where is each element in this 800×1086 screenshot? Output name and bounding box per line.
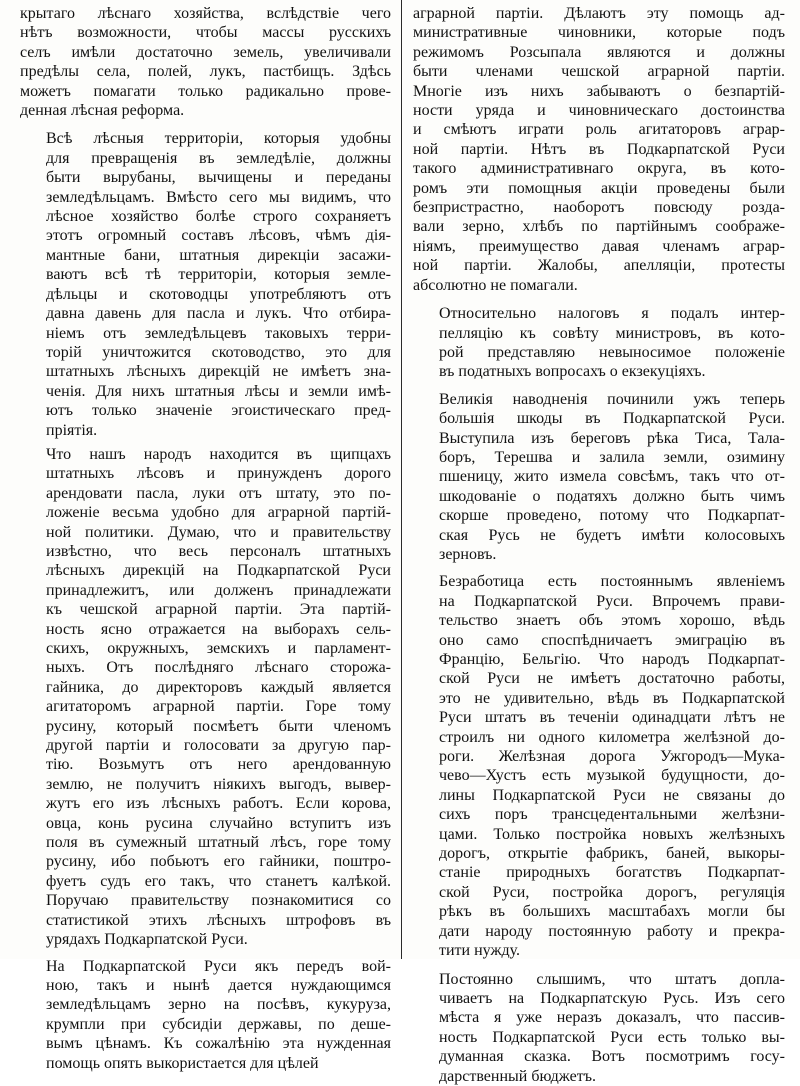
text-line: къ чешской аграрной партіи. Эта партій-: [46, 601, 391, 619]
text-line: Поручаю правительству познакомитися со: [46, 892, 391, 910]
text-line: ности уряда и чиновническаго достоинства: [413, 102, 785, 120]
text-line: думанная сказка. Вотъ посмотримъ госу-: [439, 1048, 785, 1066]
text-line: большія шкоды въ Подкарпатской Руси.: [439, 410, 785, 428]
text-line: Руси штатъ въ теченіи одинадцати лѣтъ не: [439, 709, 785, 727]
text-line: статистикой этихъ лѣсныхъ штрофовъ въ: [46, 911, 391, 929]
text-line: русину, который посмѣетъ быти членомъ: [46, 717, 391, 735]
text-line: Выступила изъ береговъ рѣка Тиса, Тала-: [439, 429, 785, 447]
text-line: боръ, Терешва и залила земли, озимину: [439, 448, 785, 466]
text-line: крытаго лѣснаго хозяйства, вслѣдствіе чего: [20, 5, 391, 22]
text-line: вымъ цѣнамъ. Къ сожалѣнію эта нужденная: [46, 1035, 391, 1053]
text-line: Что нашъ народъ находится въ щипцахъ: [46, 445, 391, 463]
text-line: предѣлы села, полей, лукъ, пастбищъ. Здѣсь: [20, 63, 391, 81]
text-line: принадлежитъ, или долженъ принадлежати: [46, 581, 391, 599]
text-line: жутъ его изъ лѣсныхъ работъ. Если корова,: [46, 795, 391, 813]
text-line: дарственный бюджетъ.: [439, 1067, 596, 1085]
text-line: можетъ помагати только радикально прове-: [20, 82, 391, 100]
text-line: это не удивительно, вѣдь въ Подкарпатской: [439, 689, 785, 707]
text-line: быти членами чешской аграрной партіи.: [413, 63, 785, 81]
text-line: скихъ, окружныхъ, земскихъ и парламент-: [46, 640, 391, 657]
text-line: Относительно налоговъ я подалъ интер-: [439, 305, 785, 323]
text-line: помощь опять выкористается для цѣлей: [46, 1054, 319, 1072]
text-line: пшеницу, жито измела совсѣмъ, такъ что от-: [439, 468, 785, 486]
text-line: сихъ поръ трансцедентальными желѣзни-: [439, 806, 785, 824]
left-column: [20, 4, 391, 1073]
text-line: тельство знаетъ объ этомъ хорошо, вѣдь: [439, 612, 785, 630]
text-line: ромъ эти помощныя акціи проведены были: [413, 179, 785, 197]
right-column: [413, 4, 785, 1086]
text-line: ской Руси не имѣетъ достаточно работы,: [439, 670, 785, 688]
text-line: фуетъ судъ его такъ, что станетъ калѣкой.: [46, 872, 391, 890]
paragraph: [413, 970, 785, 1086]
text-line: ной партіи. Жалобы, апелляціи, протесты: [413, 257, 785, 275]
text-line: на Подкарпатской Руси. Впрочемъ прави-: [439, 592, 785, 610]
text-line: зерновъ.: [439, 545, 497, 563]
text-line: для превращенія въ земледѣліе, должны: [46, 149, 391, 167]
text-line: русину, ибо побьютъ его гайники, поштро-: [46, 853, 391, 871]
text-line: и смѣютъ играти роль агитаторовъ аграр-: [413, 121, 785, 139]
text-line: ной политики. Думаю, что и правительству: [46, 523, 391, 541]
text-line: землю, не получитъ ніякихъ выгодъ, вывер-: [46, 775, 391, 793]
text-line: лины Подкарпатской Руси не связаны до: [439, 786, 785, 804]
text-line: мѣста я уже неразъ доказалъ, что пассив-: [439, 1009, 785, 1027]
text-line: ченія. Для нихъ штатныя лѣсы и земли имѣ-: [46, 382, 391, 400]
text-line: нѣтъ возможности, чтобы массы русскихъ: [20, 24, 391, 42]
text-line: безпристрастно, наоборотъ повсюду розда-: [413, 199, 785, 217]
text-line: Великія наводненія починили ужъ теперь: [439, 390, 785, 408]
text-line: арендовати пасла, луки отъ штату, это по-: [46, 484, 391, 502]
text-line: ніемъ отъ земледѣльцевъ таковыхъ терри-: [46, 324, 391, 342]
text-line: дати народу постоянную работу и прекра-: [439, 922, 785, 940]
text-line: Безработица есть постояннымъ явленіемъ: [439, 573, 785, 591]
text-line: быти вырубаны, вычищены и переданы: [46, 169, 391, 187]
text-line: рѣкъ въ большихъ масштабахъ могли бы: [439, 903, 785, 921]
text-line: оно само споспѣдничаетъ эмиграцію въ: [439, 631, 785, 649]
paragraph: [413, 390, 785, 565]
column-divider: [401, 0, 402, 959]
text-line: скорше проведено, потому что Подкарпат-: [439, 507, 785, 525]
text-line: станіе природныхъ богатствъ Подкарпат-: [439, 864, 785, 882]
text-line: урядахъ Подкарпатской Руси.: [46, 931, 248, 949]
text-line: ною, такъ и нынѣ дается нуждающимся: [46, 976, 391, 994]
text-line: тію. Возьмутъ отъ него арендованную: [46, 756, 391, 774]
text-line: такого административнаго округа, въ кото-: [413, 160, 785, 178]
paragraph: [413, 4, 785, 295]
text-line: селъ имѣли достаточно земель, увеличивали: [20, 43, 391, 61]
text-line: ваютъ всѣ тѣ территоріи, которыя земле-: [46, 266, 391, 284]
paragraph: [413, 572, 785, 960]
text-line: ніямъ, преимущество давая членамъ аграр-: [413, 237, 785, 255]
text-line: пелляцію къ совѣту министровъ, въ кото-: [439, 324, 785, 342]
text-line: чиваетъ на Подкарпатскую Русь. Изъ сего: [439, 989, 785, 1007]
text-line: Всѣ лѣсныя территоріи, которыя удобны: [46, 130, 391, 148]
text-line: цами. Только постройка новыхъ желѣзныхъ: [439, 825, 785, 843]
paragraph: [413, 304, 785, 382]
text-line: ская Русь не будетъ имѣти колосовыхъ: [439, 526, 785, 544]
text-line: ютъ только значеніе эгоистическаго пред-: [46, 402, 391, 420]
text-line: рой представляю невыносимое положеніе: [439, 343, 785, 361]
text-line: аграрной партіи. Дѣлаютъ эту помощь ад-: [413, 5, 785, 22]
text-line: ложеніе весьма удобно для аграрной партій-: [46, 504, 391, 522]
text-line: денная лѣсная реформа.: [20, 102, 185, 120]
text-line: этотъ огромный составъ лѣсовъ, чѣмъ дія-: [46, 227, 391, 245]
text-line: другой партіи и голосовати за другую пар-: [46, 737, 391, 755]
text-line: абсолютно не помагали.: [413, 276, 578, 294]
text-line: ность Подкарпатской Руси есть только вы-: [439, 1028, 785, 1046]
text-line: штатныхъ лѣсныхъ дирекцій не имѣетъ зна-: [46, 363, 391, 381]
text-line: вали зерно, хлѣбъ по партійнымъ соображе-: [413, 218, 785, 236]
text-line: дорогъ, открытіе фабрикъ, баней, выкоры-: [439, 845, 785, 863]
text-line: агитаторомъ аграрной партіи. Горе тому: [46, 698, 391, 716]
paragraph: [20, 129, 391, 440]
text-line: ныхъ. Отъ послѣдняго лѣснаго сторожа-: [46, 659, 391, 677]
text-line: штатныхъ лѣсовъ и принужденъ дорого: [46, 465, 391, 483]
text-line: На Подкарпатской Руси якъ передъ вой-: [46, 957, 391, 975]
text-line: Многіе изъ нихъ забываютъ о безпартій-: [413, 82, 785, 100]
text-line: торій уничтожится скотоводство, это для: [46, 343, 391, 361]
text-line: крумпли при субсидіи державы, по деше-: [46, 1015, 391, 1033]
text-line: лѣсное хозяйство болѣе строго сохраняетъ: [46, 208, 391, 226]
text-line: дѣльцы и скотоводцы употребляютъ отъ: [46, 285, 391, 303]
text-line: строилъ ни одного километра желѣзной до-: [439, 728, 785, 746]
text-line: тити нужду.: [439, 942, 521, 960]
text-line: пріятія.: [46, 421, 98, 439]
text-line: земледѣльцамъ. Вмѣсто сего мы видимъ, что: [46, 188, 391, 206]
text-line: мантные бани, штатныя дирекціи засажи-: [46, 246, 391, 264]
paragraph: [20, 957, 391, 1073]
text-line: земледѣльцамъ зерно на посѣвъ, кукуруза,: [46, 996, 391, 1014]
text-line: министративные чиновники, которые подъ: [413, 24, 785, 42]
paragraph: [20, 445, 391, 950]
text-line: режимомъ Розсыпала являются и должны: [413, 43, 785, 61]
paragraph: [20, 4, 391, 120]
text-line: лѣсныхъ дирекцій на Подкарпатской Руси: [46, 562, 391, 580]
text-line: ной партіи. Нѣтъ въ Подкарпатской Руси: [413, 140, 785, 158]
text-line: ность ясно отражается на выборахъ сель-: [46, 620, 391, 638]
text-line: Францію, Бельгію. Что народъ Подкарпат-: [439, 651, 785, 668]
text-line: овца, конь русина случайно вступитъ изъ: [46, 814, 391, 832]
text-line: чево—Хустъ есть музыкой будущности, до-: [439, 767, 785, 785]
text-line: гайника, до директоровъ каждый является: [46, 678, 391, 696]
text-line: извѣстно, что весь персоналъ штатныхъ: [46, 542, 391, 560]
text-line: шкодованіе о податяхъ должно быть чимъ: [439, 487, 785, 505]
text-line: роги. Желѣзная дорога Ужгородъ—Мука-: [439, 748, 785, 766]
text-line: ской Руси, постройка дорогъ, регуляція: [439, 883, 785, 901]
text-line: въ податныхъ вопросахъ о екзекуціяхъ.: [439, 363, 706, 381]
text-line: Постоянно слышимъ, что штатъ допла-: [439, 970, 785, 988]
text-line: давна давень для пасла и лукъ. Что отбира-: [46, 305, 391, 323]
text-line: поля въ сумежный штатный лѣсъ, горе тому: [46, 834, 391, 852]
